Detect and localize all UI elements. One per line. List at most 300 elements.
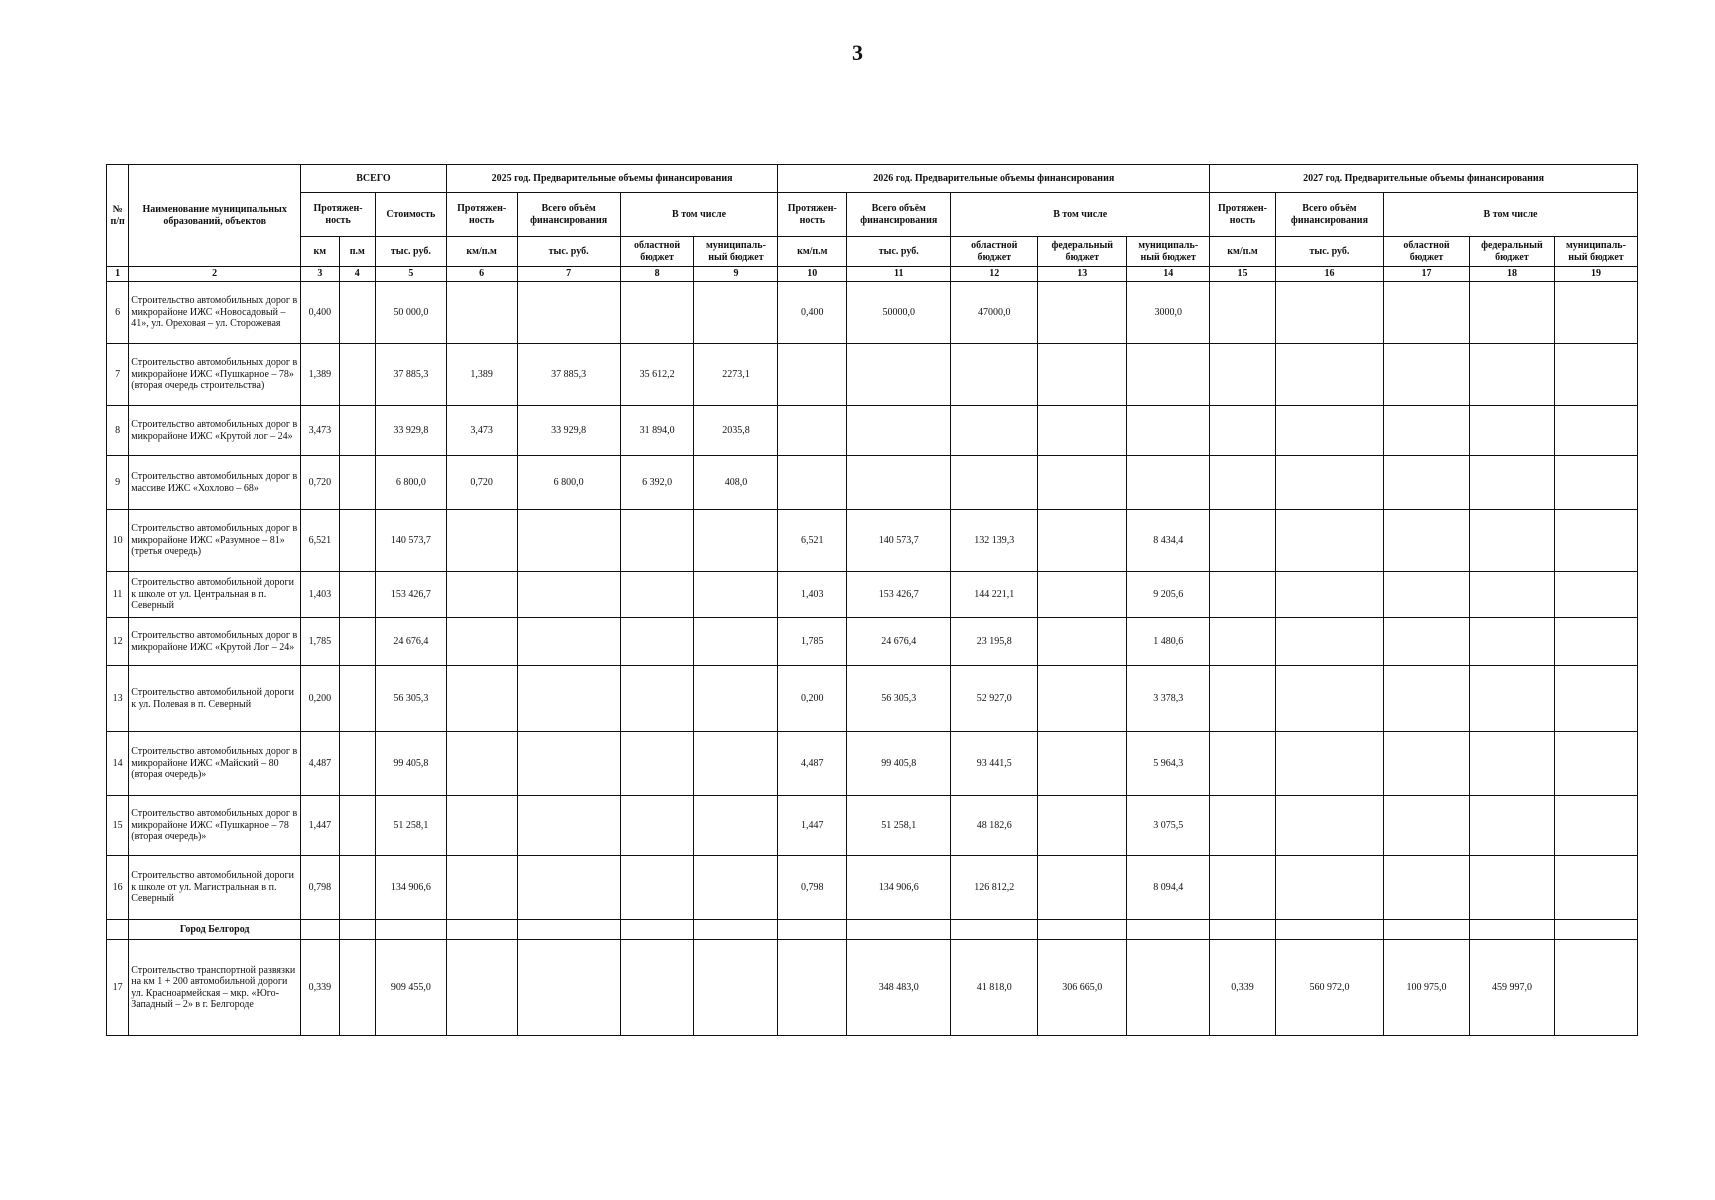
value-cell <box>339 510 375 572</box>
value-cell <box>1038 282 1127 344</box>
value-cell: 459 997,0 <box>1469 940 1554 1036</box>
value-cell: 1,785 <box>301 618 339 666</box>
value-cell <box>1554 618 1637 666</box>
object-name: Строительство транспортной развязки на км 1 + 200 автомобильной дороги ул. Красноармейская – мкр. «Юго-Западный – 2» в г. Белгороде <box>129 940 301 1036</box>
row-number: 8 <box>107 406 129 456</box>
value-cell <box>778 940 847 1036</box>
value-cell <box>1469 796 1554 856</box>
table-row <box>107 456 1638 510</box>
col-name-header: Наименование муниципальных образований, объектов <box>129 165 301 267</box>
table-row <box>107 732 1638 796</box>
value-cell <box>1038 618 1127 666</box>
value-cell <box>1554 510 1637 572</box>
value-cell <box>1038 510 1127 572</box>
value-cell <box>1210 282 1276 344</box>
object-name: Строительство автомобильных дорог в микрорайоне ИЖС «Крутой Лог – 24» <box>129 618 301 666</box>
value-cell: 52 927,0 <box>951 666 1038 732</box>
value-cell <box>1210 406 1276 456</box>
value-cell <box>1469 456 1554 510</box>
object-name: Строительство автомобильных дорог в микрорайоне ИЖС «Пушкарное – 78 (вторая очередь)» <box>129 796 301 856</box>
value-cell <box>1210 344 1276 406</box>
value-cell <box>620 572 694 618</box>
value-cell: 348 483,0 <box>847 940 951 1036</box>
value-cell <box>446 940 517 1036</box>
value-cell: 31 894,0 <box>620 406 694 456</box>
unit-rub: тыс. руб. <box>375 237 446 267</box>
value-cell <box>1038 572 1127 618</box>
value-cell: 1,403 <box>301 572 339 618</box>
column-number: 10 <box>778 267 847 282</box>
value-cell: 306 665,0 <box>1038 940 1127 1036</box>
value-cell <box>1275 282 1383 344</box>
value-cell: 35 612,2 <box>620 344 694 406</box>
value-cell <box>339 282 375 344</box>
value-cell: 6 800,0 <box>517 456 620 510</box>
value-cell <box>1384 856 1470 920</box>
value-cell <box>1275 406 1383 456</box>
value-cell: 100 975,0 <box>1384 940 1470 1036</box>
value-cell: 6,521 <box>301 510 339 572</box>
value-cell <box>1038 406 1127 456</box>
value-cell <box>446 572 517 618</box>
value-cell: 3 075,5 <box>1127 796 1210 856</box>
value-cell <box>694 732 778 796</box>
value-cell: 2035,8 <box>694 406 778 456</box>
value-cell <box>446 510 517 572</box>
municipal-budget-header: муниципаль-ный бюджет <box>694 237 778 267</box>
value-cell: 0,400 <box>778 282 847 344</box>
value-cell <box>446 282 517 344</box>
value-cell: 0,339 <box>1210 940 1276 1036</box>
object-name: Строительство автомобильных дорог в микрорайоне ИЖС «Разумное – 81» (третья очередь) <box>129 510 301 572</box>
value-cell <box>339 572 375 618</box>
financing-table-container <box>106 164 1638 1036</box>
value-cell: 408,0 <box>694 456 778 510</box>
column-number: 17 <box>1384 267 1470 282</box>
value-cell <box>1127 344 1210 406</box>
value-cell: 37 885,3 <box>517 344 620 406</box>
value-cell <box>620 666 694 732</box>
value-cell <box>1469 732 1554 796</box>
value-cell: 909 455,0 <box>375 940 446 1036</box>
y2025-including-header: В том числе <box>620 193 778 237</box>
unit-pm: п.м <box>339 237 375 267</box>
row-number: 14 <box>107 732 129 796</box>
value-cell <box>694 572 778 618</box>
value-cell: 0,200 <box>301 666 339 732</box>
value-cell <box>1275 510 1383 572</box>
value-cell: 5 964,3 <box>1127 732 1210 796</box>
y2027-funding-header: Всего объём финансирования <box>1275 193 1383 237</box>
value-cell <box>1384 732 1470 796</box>
y2026-length-header: Протяжен-ность <box>778 193 847 237</box>
value-cell <box>1038 666 1127 732</box>
year-2025-header: 2025 год. Предварительные объемы финансирования <box>446 165 778 193</box>
table-row <box>107 406 1638 456</box>
value-cell: 56 305,3 <box>375 666 446 732</box>
y2025-length-header: Протяжен-ность <box>446 193 517 237</box>
unit-rub: тыс. руб. <box>517 237 620 267</box>
value-cell: 93 441,5 <box>951 732 1038 796</box>
unit-rub: тыс. руб. <box>847 237 951 267</box>
column-number: 5 <box>375 267 446 282</box>
column-number: 16 <box>1275 267 1383 282</box>
value-cell <box>1384 666 1470 732</box>
value-cell: 50000,0 <box>847 282 951 344</box>
value-cell: 4,487 <box>301 732 339 796</box>
value-cell <box>1210 732 1276 796</box>
value-cell <box>1384 282 1470 344</box>
value-cell <box>1554 796 1637 856</box>
value-cell: 0,400 <box>301 282 339 344</box>
value-cell: 51 258,1 <box>847 796 951 856</box>
financing-table <box>106 164 1638 1036</box>
value-cell <box>517 618 620 666</box>
value-cell <box>446 666 517 732</box>
value-cell <box>1275 732 1383 796</box>
row-number: 15 <box>107 796 129 856</box>
unit-km: км <box>301 237 339 267</box>
value-cell <box>778 344 847 406</box>
value-cell <box>339 406 375 456</box>
column-number: 3 <box>301 267 339 282</box>
regional-budget-header: областной бюджет <box>620 237 694 267</box>
value-cell <box>620 796 694 856</box>
value-cell: 0,339 <box>301 940 339 1036</box>
table-row <box>107 282 1638 344</box>
value-cell: 1,389 <box>446 344 517 406</box>
value-cell <box>1384 796 1470 856</box>
value-cell: 24 676,4 <box>847 618 951 666</box>
column-number: 1 <box>107 267 129 282</box>
column-number: 7 <box>517 267 620 282</box>
value-cell: 144 221,1 <box>951 572 1038 618</box>
total-header: ВСЕГО <box>301 165 447 193</box>
table-row <box>107 856 1638 920</box>
value-cell: 37 885,3 <box>375 344 446 406</box>
value-cell <box>1469 282 1554 344</box>
column-number: 4 <box>339 267 375 282</box>
value-cell: 33 929,8 <box>375 406 446 456</box>
value-cell: 3 378,3 <box>1127 666 1210 732</box>
y2026-funding-header: Всего объём финансирования <box>847 193 951 237</box>
row-number: 16 <box>107 856 129 920</box>
row-number: 17 <box>107 940 129 1036</box>
y2025-funding-header: Всего объём финансирования <box>517 193 620 237</box>
value-cell: 24 676,4 <box>375 618 446 666</box>
municipal-budget-header: муниципаль-ный бюджет <box>1127 237 1210 267</box>
table-row <box>107 618 1638 666</box>
row-number: 13 <box>107 666 129 732</box>
value-cell <box>517 856 620 920</box>
value-cell: 51 258,1 <box>375 796 446 856</box>
value-cell <box>1554 572 1637 618</box>
value-cell <box>517 796 620 856</box>
value-cell <box>1384 456 1470 510</box>
value-cell <box>339 618 375 666</box>
object-name: Строительство автомобильной дороги к ул. Полевая в п. Северный <box>129 666 301 732</box>
value-cell: 0,798 <box>778 856 847 920</box>
object-name: Строительство автомобильных дорог в микрорайоне ИЖС «Новосадовый – 41», ул. Ореховая – ул. Сторожевая <box>129 282 301 344</box>
value-cell: 134 906,6 <box>375 856 446 920</box>
value-cell <box>446 618 517 666</box>
table-row <box>107 510 1638 572</box>
regional-budget-header: областной бюджет <box>1384 237 1470 267</box>
value-cell: 3,473 <box>446 406 517 456</box>
value-cell: 3000,0 <box>1127 282 1210 344</box>
value-cell <box>847 344 951 406</box>
value-cell <box>1554 344 1637 406</box>
row-number: 12 <box>107 618 129 666</box>
value-cell <box>1038 732 1127 796</box>
value-cell: 6 392,0 <box>620 456 694 510</box>
value-cell <box>1210 572 1276 618</box>
value-cell <box>1127 406 1210 456</box>
value-cell: 140 573,7 <box>375 510 446 572</box>
value-cell: 126 812,2 <box>951 856 1038 920</box>
value-cell <box>1554 406 1637 456</box>
page-number: 3 <box>852 40 863 65</box>
value-cell: 2273,1 <box>694 344 778 406</box>
value-cell: 99 405,8 <box>375 732 446 796</box>
value-cell: 4,487 <box>778 732 847 796</box>
value-cell: 50 000,0 <box>375 282 446 344</box>
value-cell: 99 405,8 <box>847 732 951 796</box>
value-cell <box>1275 856 1383 920</box>
column-number: 15 <box>1210 267 1276 282</box>
value-cell <box>847 406 951 456</box>
value-cell: 47000,0 <box>951 282 1038 344</box>
value-cell <box>1384 572 1470 618</box>
column-number-row <box>107 267 1638 282</box>
row17-body <box>107 940 1638 1036</box>
value-cell: 134 906,6 <box>847 856 951 920</box>
value-cell <box>1210 456 1276 510</box>
value-cell <box>1275 618 1383 666</box>
value-cell: 9 205,6 <box>1127 572 1210 618</box>
value-cell <box>1038 344 1127 406</box>
value-cell: 0,798 <box>301 856 339 920</box>
value-cell <box>1384 406 1470 456</box>
object-name: Строительство автомобильных дорог в микрорайоне ИЖС «Пушкарное – 78» (вторая очередь строительства) <box>129 344 301 406</box>
value-cell <box>1038 796 1127 856</box>
column-number: 13 <box>1038 267 1127 282</box>
municipal-budget-header: муниципаль-ный бюджет <box>1554 237 1637 267</box>
federal-budget-header: федеральный бюджет <box>1469 237 1554 267</box>
value-cell: 48 182,6 <box>951 796 1038 856</box>
year-2027-header: 2027 год. Предварительные объемы финансирования <box>1210 165 1638 193</box>
value-cell: 1,447 <box>778 796 847 856</box>
row-number: 7 <box>107 344 129 406</box>
value-cell: 6 800,0 <box>375 456 446 510</box>
unit-kmpm: км/п.м <box>446 237 517 267</box>
value-cell: 8 434,4 <box>1127 510 1210 572</box>
column-number: 9 <box>694 267 778 282</box>
value-cell <box>339 732 375 796</box>
value-cell <box>1127 456 1210 510</box>
column-number: 19 <box>1554 267 1637 282</box>
value-cell <box>1384 618 1470 666</box>
value-cell <box>1038 456 1127 510</box>
value-cell <box>446 796 517 856</box>
section-title: Город Белгород <box>129 920 301 940</box>
value-cell <box>339 666 375 732</box>
section-row <box>107 920 1638 940</box>
data-rows <box>107 282 1638 920</box>
y2027-length-header: Протяжен-ность <box>1210 193 1276 237</box>
unit-kmpm: км/п.м <box>778 237 847 267</box>
value-cell <box>1038 856 1127 920</box>
value-cell: 153 426,7 <box>847 572 951 618</box>
value-cell <box>446 856 517 920</box>
value-cell <box>1554 666 1637 732</box>
value-cell: 41 818,0 <box>951 940 1038 1036</box>
value-cell <box>1554 732 1637 796</box>
value-cell <box>1469 510 1554 572</box>
table-row <box>107 572 1638 618</box>
value-cell: 0,200 <box>778 666 847 732</box>
year-2026-header: 2026 год. Предварительные объемы финансирования <box>778 165 1210 193</box>
value-cell <box>620 282 694 344</box>
value-cell: 0,720 <box>301 456 339 510</box>
value-cell <box>1469 856 1554 920</box>
value-cell <box>1469 344 1554 406</box>
column-number: 6 <box>446 267 517 282</box>
table-row <box>107 940 1638 1036</box>
regional-budget-header: областной бюджет <box>951 237 1038 267</box>
value-cell: 33 929,8 <box>517 406 620 456</box>
value-cell <box>847 456 951 510</box>
value-cell: 8 094,4 <box>1127 856 1210 920</box>
value-cell <box>1210 510 1276 572</box>
total-cost-header: Стоимость <box>375 193 446 237</box>
value-cell: 3,473 <box>301 406 339 456</box>
value-cell <box>620 856 694 920</box>
value-cell <box>1384 510 1470 572</box>
value-cell <box>517 510 620 572</box>
value-cell <box>1275 456 1383 510</box>
value-cell <box>1554 856 1637 920</box>
value-cell <box>517 572 620 618</box>
value-cell <box>1384 344 1470 406</box>
column-number: 11 <box>847 267 951 282</box>
table-row <box>107 666 1638 732</box>
value-cell <box>339 456 375 510</box>
value-cell <box>694 618 778 666</box>
federal-budget-header: федеральный бюджет <box>1038 237 1127 267</box>
value-cell <box>517 732 620 796</box>
value-cell <box>1554 456 1637 510</box>
value-cell <box>620 618 694 666</box>
value-cell <box>778 456 847 510</box>
value-cell <box>951 456 1038 510</box>
value-cell <box>1469 618 1554 666</box>
value-cell <box>1275 796 1383 856</box>
table-row <box>107 796 1638 856</box>
object-name: Строительство автомобильных дорог в микрорайоне ИЖС «Крутой лог – 24» <box>129 406 301 456</box>
value-cell <box>339 856 375 920</box>
value-cell: 153 426,7 <box>375 572 446 618</box>
value-cell: 23 195,8 <box>951 618 1038 666</box>
object-name: Строительство автомобильных дорог в массиве ИЖС «Хохлово – 68» <box>129 456 301 510</box>
object-name: Строительство автомобильной дороги к школе от ул. Центральная в п. Северный <box>129 572 301 618</box>
value-cell: 6,521 <box>778 510 847 572</box>
value-cell <box>1275 344 1383 406</box>
value-cell <box>620 732 694 796</box>
value-cell <box>1469 572 1554 618</box>
row-number: 6 <box>107 282 129 344</box>
value-cell <box>694 282 778 344</box>
y2026-including-header: В том числе <box>951 193 1210 237</box>
value-cell <box>517 940 620 1036</box>
value-cell <box>620 940 694 1036</box>
value-cell: 0,720 <box>446 456 517 510</box>
total-length-header: Протяжен-ность <box>301 193 376 237</box>
table-row <box>107 344 1638 406</box>
row-number: 10 <box>107 510 129 572</box>
unit-kmpm: км/п.м <box>1210 237 1276 267</box>
value-cell: 132 139,3 <box>951 510 1038 572</box>
column-number: 12 <box>951 267 1038 282</box>
value-cell <box>694 940 778 1036</box>
column-number: 2 <box>129 267 301 282</box>
value-cell <box>694 666 778 732</box>
value-cell <box>1275 666 1383 732</box>
value-cell <box>1469 406 1554 456</box>
column-number: 14 <box>1127 267 1210 282</box>
row-number: 11 <box>107 572 129 618</box>
value-cell: 1,785 <box>778 618 847 666</box>
value-cell <box>1210 666 1276 732</box>
column-number: 8 <box>620 267 694 282</box>
unit-rub: тыс. руб. <box>1275 237 1383 267</box>
object-name: Строительство автомобильной дороги к школе от ул. Магистральная в п. Северный <box>129 856 301 920</box>
value-cell: 56 305,3 <box>847 666 951 732</box>
value-cell <box>517 666 620 732</box>
column-number: 18 <box>1469 267 1554 282</box>
value-cell: 1,389 <box>301 344 339 406</box>
value-cell: 1,403 <box>778 572 847 618</box>
value-cell <box>1275 572 1383 618</box>
value-cell <box>1210 856 1276 920</box>
value-cell <box>1554 940 1637 1036</box>
row-number: 9 <box>107 456 129 510</box>
value-cell <box>1554 282 1637 344</box>
value-cell <box>339 940 375 1036</box>
y2027-including-header: В том числе <box>1384 193 1638 237</box>
value-cell <box>339 796 375 856</box>
value-cell <box>694 856 778 920</box>
value-cell <box>951 406 1038 456</box>
value-cell <box>1210 796 1276 856</box>
value-cell <box>951 344 1038 406</box>
value-cell <box>694 796 778 856</box>
col-num-header: № п/п <box>107 165 129 267</box>
value-cell: 1 480,6 <box>1127 618 1210 666</box>
value-cell <box>1127 940 1210 1036</box>
value-cell <box>778 406 847 456</box>
value-cell <box>1210 618 1276 666</box>
value-cell: 1,447 <box>301 796 339 856</box>
value-cell: 560 972,0 <box>1275 940 1383 1036</box>
value-cell: 140 573,7 <box>847 510 951 572</box>
value-cell <box>339 344 375 406</box>
value-cell <box>1469 666 1554 732</box>
value-cell <box>517 282 620 344</box>
value-cell <box>446 732 517 796</box>
object-name: Строительство автомобильных дорог в микрорайоне ИЖС «Майский – 80 (вторая очередь)» <box>129 732 301 796</box>
value-cell <box>694 510 778 572</box>
